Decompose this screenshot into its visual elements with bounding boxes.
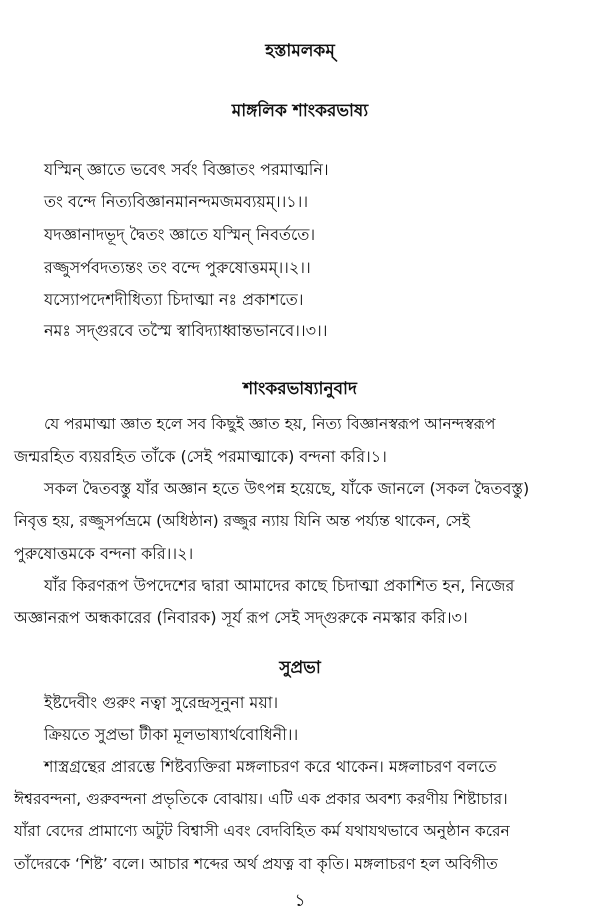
verse-line: রজ্জুসর্পবদত্যন্তং তং বন্দে পুরুষোত্তমম্।।২।। xyxy=(44,258,311,277)
suprabha-verse-line: ক্রিয়তে সুপ্রভা টীকা মূলভাষ্যার্থবোধিনী।। xyxy=(44,725,299,744)
page-title: হস্তামলকম্ xyxy=(265,41,335,61)
body-line: যাঁরা বেদের প্রামাণ্যে অটুট বিশ্বাসী এবং বেদবিহিত কর্ম যথাযথভাবে অনুষ্ঠান করেন xyxy=(14,822,510,840)
suprabha-verse-line: ইষ্টদেবীং গুরুং নত্বা সুরেন্দ্রসূনুনা ময়া। xyxy=(44,693,279,712)
translation-line: সকল দ্বৈতবস্তু যাঁর অজ্ঞান হতে উৎপন্ন হয়েছে, যাঁকে জানলে (সকল দ্বৈতবস্তু) xyxy=(44,479,530,498)
verse-line: যদজ্ঞানাদভূদ্ দ্বৈতং জ্ঞাতে যস্মিন্ নিবর্ততে। xyxy=(44,225,316,244)
body-line: ঈশ্বরবন্দনা, গুরুবন্দনা প্রভৃতিকে বোঝায়। এটি এক প্রকার অবশ্য করণীয় শিষ্টাচার। xyxy=(14,790,508,808)
translation-line: অজ্ঞানরূপ অন্ধকারের (নিবারক) সূর্য রূপ সেই সদ্গুরুকে নমস্কার করি।৩। xyxy=(14,608,468,627)
translation-line: পুরুষোত্তমকে বন্দনা করি।।২। xyxy=(14,544,194,563)
section-heading-bhashya: মাঙ্গলিক শাংকরভাষ্য xyxy=(231,101,369,121)
verse-line: নমঃ সদ্গুরবে তস্মৈ স্বাবিদ্যাধ্বান্তভানবে।।৩।। xyxy=(44,321,328,340)
translation-line: যে পরমাত্মা জ্ঞাত হলে সব কিছুই জ্ঞাত হয়, নিত্য বিজ্ঞানস্বরূপ আনন্দস্বরূপ xyxy=(44,415,496,433)
translation-line: নিবৃত্ত হয়, রজ্জুসর্পভ্রমে (অধিষ্ঠান) রজ্জুর ন্যায় যিনি অন্ত পর্য্যন্ত থাকেন, সেই xyxy=(14,512,470,530)
page-number: ১ xyxy=(294,891,306,911)
verse-line: তং বন্দে নিত্যবিজ্ঞানমানন্দমজমব্যয়ম্।।১।। xyxy=(44,192,309,211)
section-heading-translation: শাংকরভাষ্যানুবাদ xyxy=(243,379,357,399)
section-heading-suprabha: সুপ্রভা xyxy=(279,658,321,678)
body-line: তাঁদেরকে ‘শিষ্ট’ বলে। আচার শব্দের অর্থ প্রযত্ন বা কৃতি। মঙ্গলাচরণ হল অবিগীত xyxy=(14,855,498,873)
verse-line: যস্মিন্ জ্ঞাতে ভবেৎ সর্বং বিজ্ঞাতং পরমাত্মনি। xyxy=(44,160,329,179)
translation-line: যাঁর কিরণরূপ উপদেশের দ্বারা আমাদের কাছে চিদাত্মা প্রকাশিত হন, নিজের xyxy=(44,576,515,595)
verse-line: যস্যোপদেশদীধিত্যা চিদাত্মা নঃ প্রকাশতে। xyxy=(44,290,304,309)
translation-line: জন্মরহিত ব্যয়রহিত তাঁকে (সেই পরমাত্মাকে) বন্দনা করি।১। xyxy=(14,447,387,466)
body-line: শাস্ত্রগ্রন্থের প্রারম্ভে শিষ্টব্যক্তিরা মঙ্গলাচরণ করে থাকেন। মঙ্গলাচরণ বলতে xyxy=(44,757,497,776)
